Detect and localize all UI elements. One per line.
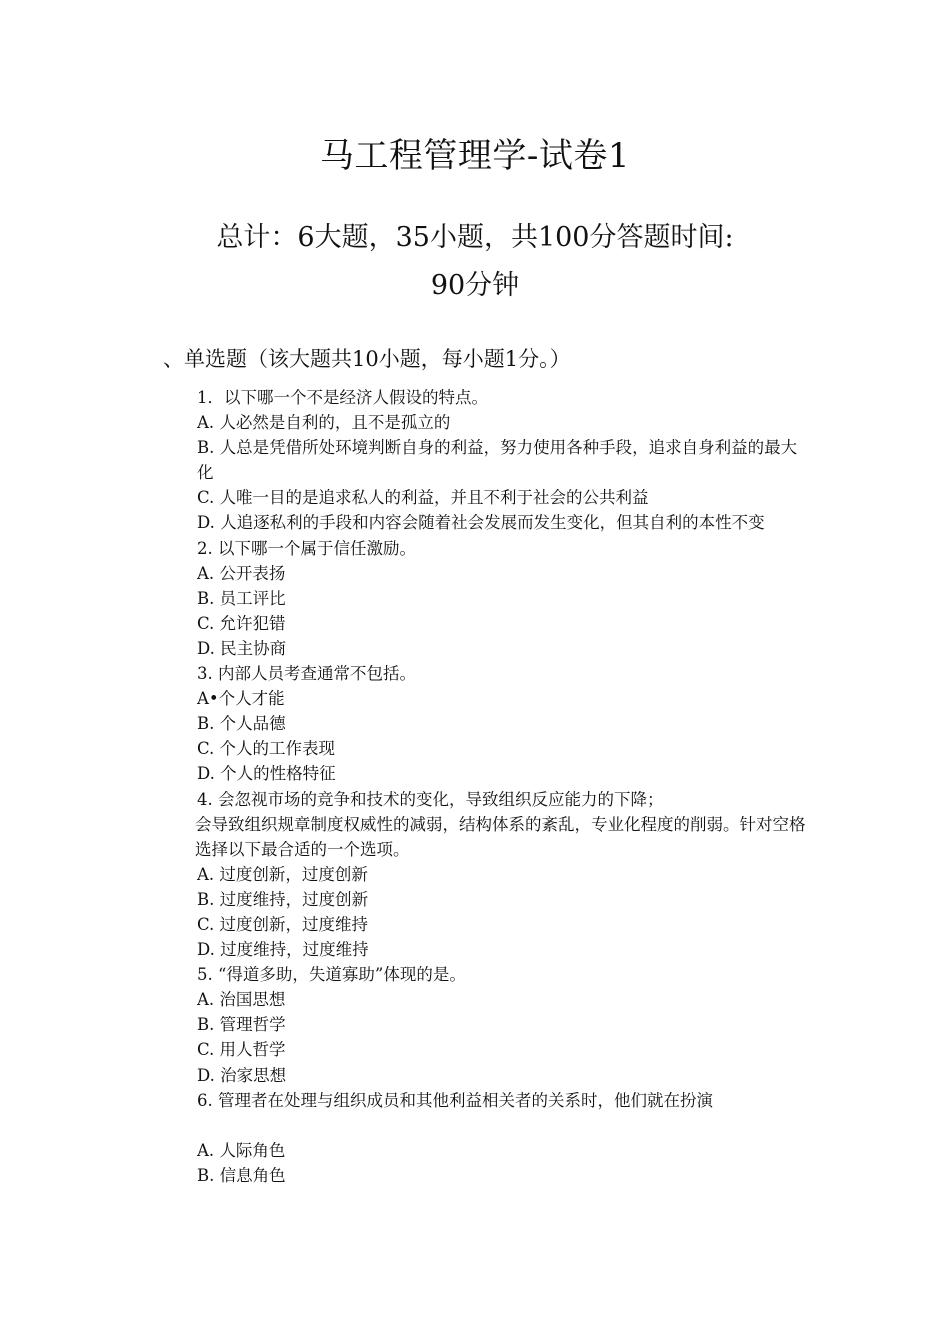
option-line: B. 过度维持，过度创新 <box>197 889 369 909</box>
option-line: D. 治家思想 <box>197 1065 287 1085</box>
option-line: C. 人唯一目的是追求私人的利益，并且不利于社会的公共利益 <box>197 488 649 508</box>
question-4-continued: 会导致组织规章制度权威性的减弱，结构体系的紊乱，专业化程度的削弱。针对空格选择以下最合适的一个选项。 <box>195 814 806 859</box>
option-line: A. 人必然是自利的，且不是孤立的 <box>197 413 451 433</box>
blank-line <box>197 1113 807 1138</box>
option-line: D. 人追逐私利的手段和内容会随着社会发展而发生变化，但其自利的本性不变 <box>197 513 765 533</box>
option-line: D. 个人的性格特征 <box>197 764 336 784</box>
option-line: C. 过度创新，过度维持 <box>197 914 369 934</box>
option-line: B. 管理哲学 <box>197 1015 286 1035</box>
option-line: B. 人总是凭借所处环境判断自身的利益，努力使用各种手段，追求自身利益的最大化 <box>197 438 798 483</box>
option-line: C. 用人哲学 <box>197 1040 286 1060</box>
exam-summary-line-1: 总计：6大题，35小题，共100分答题时间: <box>216 222 734 253</box>
option-line: A. 公开表扬 <box>197 563 286 583</box>
exam-summary-line-2: 90分钟 <box>430 270 520 301</box>
option-line: C. 允许犯错 <box>197 613 286 633</box>
option-line: A•个人才能 <box>197 689 285 709</box>
option-line: D. 民主协商 <box>197 638 287 658</box>
question-5: 5. “得道多助，失道寡助”体现的是。 <box>197 965 466 985</box>
option-line: A. 过度创新，过度创新 <box>197 864 368 884</box>
option-line: A. 人际角色 <box>197 1140 286 1160</box>
option-line: D. 过度维持，过度维持 <box>197 940 369 960</box>
option-line: C. 个人的工作表现 <box>197 739 336 759</box>
option-line: B. 个人品德 <box>197 714 286 734</box>
option-line: B. 员工评比 <box>197 588 286 608</box>
question-2: 2. 以下哪一个属于信任激励。 <box>197 538 416 558</box>
question-4: 4. 会忽视市场的竞争和技术的变化，导致组织反应能力的下降； <box>197 789 664 809</box>
section-heading: 、单选题（该大题共10小题，每小题1分。） <box>163 347 571 371</box>
question-1: 1．以下哪一个不是经济人假设的特点。 <box>197 388 488 407</box>
page-title: 马工程管理学-试卷1 <box>319 136 631 176</box>
option-line: A. 治国思想 <box>197 990 286 1010</box>
option-line: B. 信息角色 <box>197 1165 286 1185</box>
question-3: 3. 内部人员考查通常不包括。 <box>197 664 416 684</box>
question-list <box>197 385 807 1188</box>
question-6: 6. 管理者在处理与组织成员和其他利益相关者的关系时，他们就在扮演 <box>197 1090 713 1110</box>
